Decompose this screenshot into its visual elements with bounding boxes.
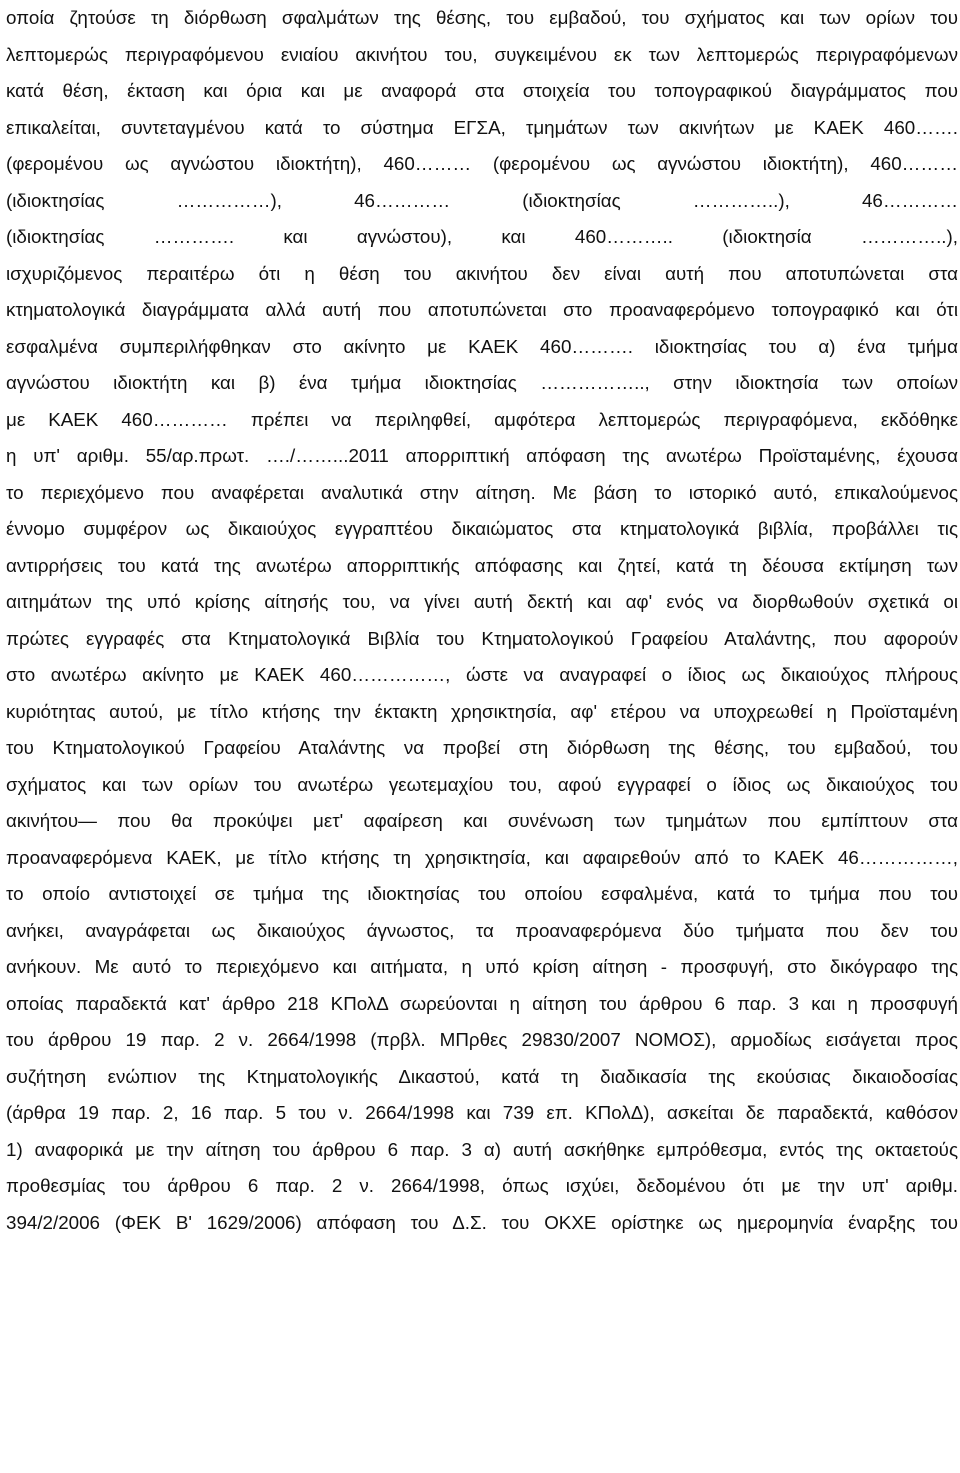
text-line: του Κτηματολογικού Γραφείου Αταλάντης να προβεί στη διόρθωση της θέσης, του εμβαδού, του [6, 737, 958, 758]
text-line: ισχυριζόμενος περαιτέρω ότι η θέση του ακινήτου δεν είναι αυτή που αποτυπώνεται στα [6, 262, 958, 284]
text-line: (ιδιοκτησίας …………. και αγνώστου), και 460……….. (ιδιοκτησία …………..), [6, 226, 958, 247]
text-line: ακινήτου— που θα προκύψει μετ' αφαίρεση και συνένωση των τμημάτων που εμπίπτουν στα [6, 810, 958, 831]
text-line: το περιεχόμενο που αναφέρεται αναλυτικά στην αίτηση. Με βάση το ιστορικό αυτό, επικαλούμενος [6, 481, 958, 503]
text-line: (φερομένου ως αγνώστου ιδιοκτήτη), 460……… (φερομένου ως αγνώστου ιδιοκτήτη), 460……… [6, 153, 958, 174]
document-page [6, 0, 958, 1473]
text-line: (άρθρα 19 παρ. 2, 16 παρ. 5 του ν. 2664/1998 και 739 επ. ΚΠολΔ), ασκείται δε παραδεκτά, καθόσον [6, 1102, 958, 1123]
text-line: οποία ζητούσε τη διόρθωση σφαλμάτων της θέσης, του εμβαδού, του σχήματος και των ορίων του [6, 7, 958, 28]
text-line: ανήκουν. Με αυτό το περιεχόμενο και αιτήματα, η υπό κρίση αίτηση - προσφυγή, στο δικόγραφο της [6, 956, 958, 977]
text-line: οποίας παραδεκτά κατ' άρθρο 218 ΚΠολΔ σωρεύονται η αίτηση του άρθρου 6 παρ. 3 και η προσφυγή [6, 992, 958, 1014]
text-line: αιτημάτων της υπό κρίσης αίτησής του, να γίνει αυτή δεκτή και αφ' ενός να διορθωθούν σχετικά οι [6, 591, 958, 612]
text-line: αντιρρήσεις του κατά της ανωτέρω απορριπτικής απόφασης και ζητεί, κατά τη δέουσα εκτίμηση των [6, 554, 958, 576]
text-line: συζήτηση ενώπιον της Κτηματολογικής Δικαστού, κατά τη διαδικασία της εκούσιας δικαιοδοσίας [6, 1065, 958, 1087]
text-line: 1) αναφορικά με την αίτηση του άρθρου 6 παρ. 3 α) αυτή ασκήθηκε εμπρόθεσμα, εντός της οκταετούς [6, 1138, 958, 1160]
text-line: 394/2/2006 (ΦΕΚ Β' 1629/2006) απόφαση του Δ.Σ. του ΟΚΧΕ ορίστηκε ως ημερομηνία έναρξης του [6, 1211, 958, 1233]
text-line: κτηματολογικά διαγράμματα αλλά αυτή που αποτυπώνεται στο προαναφερόμενο τοπογραφικό και ότι [6, 299, 958, 320]
text-line: έννομο συμφέρον ως δικαιούχος εγγραπτέου δικαιώματος στα κτηματολογικά βιβλία, προβάλλει τις [6, 518, 958, 539]
text-line: λεπτομερώς περιγραφόμενου ενιαίου ακινήτου του, συγκειμένου εκ των λεπτομερώς περιγραφόμενων [6, 43, 958, 65]
text-line: (ιδιοκτησίας ……………), 46………… (ιδιοκτησίας …………..), 46………… [6, 189, 958, 211]
text-line: το οποίο αντιστοιχεί σε τμήμα της ιδιοκτησίας του οποίου εσφαλμένα, κατά το τμήμα που του [6, 883, 958, 904]
text-line: η υπ' αριθμ. 55/αρ.πρωτ. …./……...2011 απορριπτική απόφαση της ανωτέρω Προϊσταμένης, έχουσα [6, 445, 958, 466]
text-line: αγνώστου ιδιοκτήτη και β) ένα τμήμα ιδιοκτησίας …………….., στην ιδιοκτησία των οποίων [6, 372, 958, 393]
text-line: κυριότητας αυτού, με τίτλο κτήσης την έκτακτη χρησικτησία, αφ' ετέρου να υποχρεωθεί η Προϊσταμένη [6, 700, 958, 722]
text-line: στο ανωτέρω ακίνητο με ΚΑΕΚ 460……………, ώστε να αναγραφεί ο ίδιος ως δικαιούχος πλήρους [6, 664, 958, 685]
text-line: σχήματος και των ορίων του ανωτέρω γεωτεμαχίου του, αφού εγγραφεί ο ίδιος ως δικαιούχος του [6, 773, 958, 795]
text-line: κατά θέση, έκταση και όρια και με αναφορά στα στοιχεία του τοπογραφικού διαγράμματος που [6, 80, 958, 101]
text-line: του άρθρου 19 παρ. 2 ν. 2664/1998 (πρβλ. ΜΠρθες 29830/2007 ΝΟΜΟΣ), αρμοδίως εισάγεται προς [6, 1029, 958, 1050]
text-line: προθεσμίας του άρθρου 6 παρ. 2 ν. 2664/1998, όπως ισχύει, δεδομένου ότι με την υπ' αριθμ. [6, 1175, 958, 1196]
text-line: προαναφερόμενα ΚΑΕΚ, με τίτλο κτήσης τη χρησικτησία, και αφαιρεθούν από το ΚΑΕΚ 46……………, [6, 846, 958, 868]
text-line: με ΚΑΕΚ 460………… πρέπει να περιληφθεί, αμφότερα λεπτομερώς περιγραφόμενα, εκδόθηκε [6, 408, 958, 430]
text-line: ανήκει, αναγράφεται ως δικαιούχος άγνωστος, τα προαναφερόμενα δύο τμήματα που δεν του [6, 919, 958, 941]
text-line: πρώτες εγγραφές στα Κτηματολογικά Βιβλία του Κτηματολογικού Γραφείου Αταλάντης, που αφορούν [6, 627, 958, 649]
text-line: επικαλείται, συντεταγμένου κατά το σύστημα ΕΓΣΑ, τμημάτων των ακινήτων με ΚΑΕΚ 460……. [6, 116, 958, 138]
text-line: εσφαλμένα συμπεριλήφθηκαν στο ακίνητο με ΚΑΕΚ 460………. ιδιοκτησίας του α) ένα τμήμα [6, 335, 958, 357]
